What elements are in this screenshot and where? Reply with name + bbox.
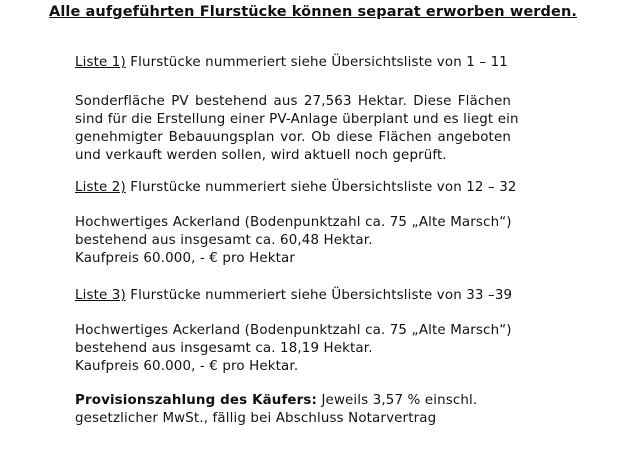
- liste3-text: Flurstücke nummeriert siehe Übersichtsliste von 33 –39: [125, 288, 513, 303]
- liste1-label: Liste 1): [75, 55, 126, 70]
- document-title: Alle aufgeführten Flurstücke können separat erworben werden.: [49, 4, 577, 20]
- liste3-price: Kaufpreis 60.000, - € pro Hektar.: [75, 359, 299, 374]
- liste1-desc-line-3: genehmigter Bebauungsplan vor. Ob diese Flächen angeboten: [75, 130, 511, 145]
- liste2-desc-line-1: Hochwertiges Ackerland (Bodenpunktzahl ca. 75 „Alte Marsch“): [75, 215, 512, 230]
- provision-label: Provisionszahlung des Käufers:: [75, 393, 318, 408]
- liste2-desc-line-2: bestehend aus insgesamt ca. 60,48 Hektar.: [75, 233, 373, 248]
- liste1-desc-line-1: Sonderfläche PV bestehend aus 27,563 Hektar. Diese Flächen: [75, 94, 511, 109]
- liste3-label: Liste 3): [75, 288, 126, 303]
- liste2-label: Liste 2): [75, 180, 126, 195]
- liste3-desc-line-2: bestehend aus insgesamt ca. 18,19 Hektar.: [75, 341, 373, 356]
- liste2-heading: [75, 179, 517, 197]
- provision-text: Jeweils 3,57 % einschl.: [317, 393, 478, 408]
- liste3-heading: [75, 287, 512, 305]
- liste2-price: Kaufpreis 60.000, - € pro Hektar: [75, 251, 296, 266]
- provision-line-1: [75, 392, 477, 410]
- provision-line-2: gesetzlicher MwSt., fällig bei Abschluss Notarvertrag: [75, 411, 437, 426]
- liste3-desc-line-1: Hochwertiges Ackerland (Bodenpunktzahl ca. 75 „Alte Marsch“): [75, 323, 512, 338]
- liste1-desc-line-2: sind für die Erstellung einer PV-Anlage überplant und es liegt ein: [75, 112, 519, 127]
- liste1-text: Flurstücke nummeriert siehe Übersichtsliste von 1 – 11: [125, 55, 508, 70]
- liste1-desc-line-4: und verkauft werden sollen, wird aktuell noch geprüft.: [75, 148, 447, 163]
- liste1-heading: [75, 54, 508, 72]
- liste2-text: Flurstücke nummeriert siehe Übersichtsliste von 12 – 32: [125, 180, 517, 195]
